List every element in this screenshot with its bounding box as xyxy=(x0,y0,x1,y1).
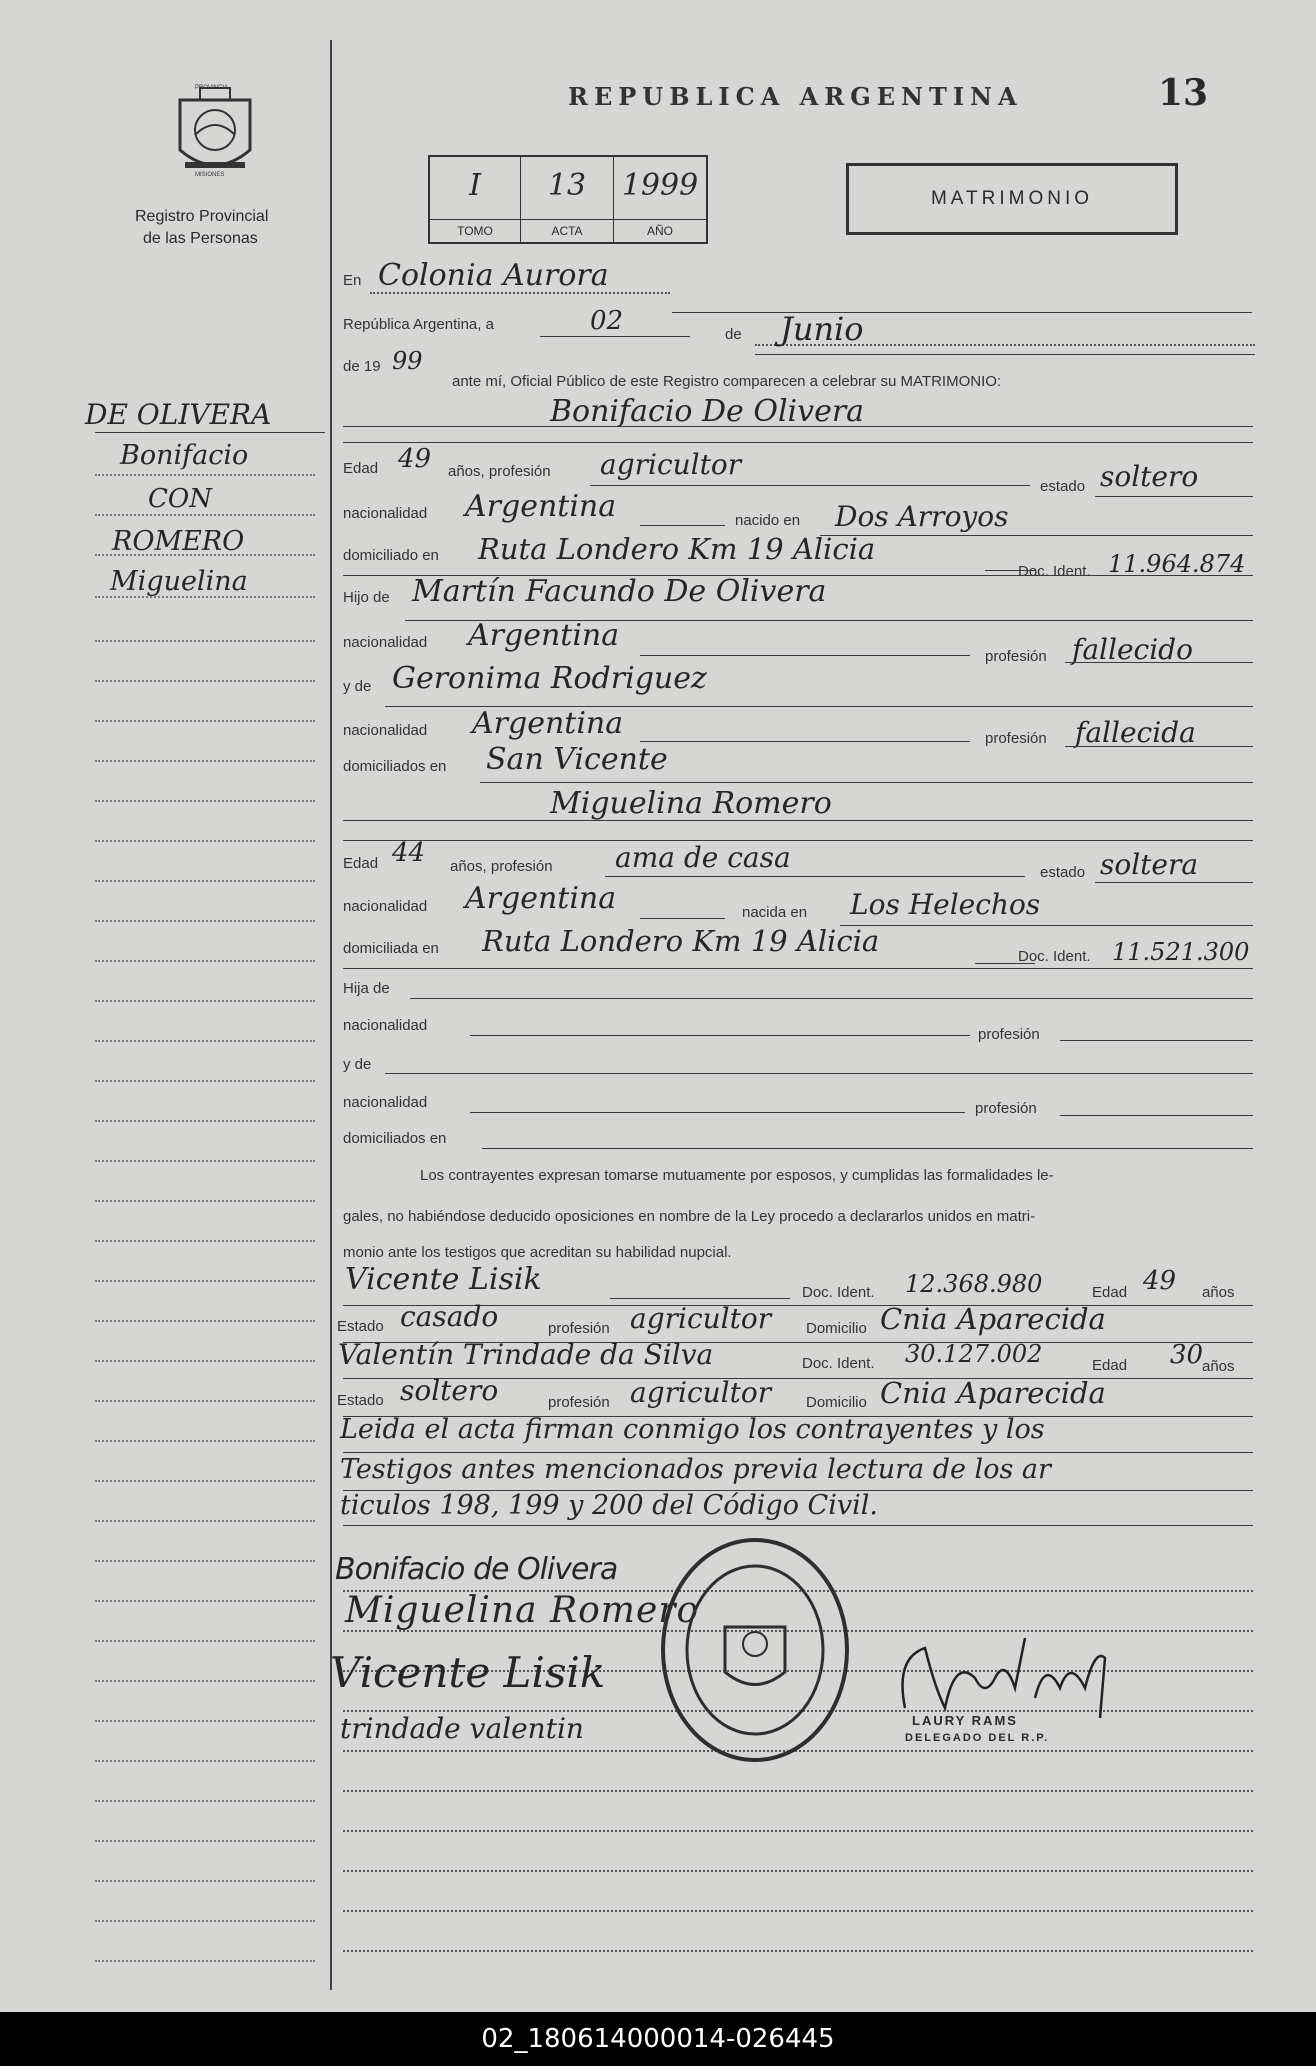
label-groom-nacionalidad: nacionalidad xyxy=(343,505,428,522)
margin-divider xyxy=(330,40,332,1990)
value-bride-nationality: Argentina xyxy=(465,881,617,916)
label-ante-mi: ante mí, Oficial Público de este Registro comparecen a celebrar su MATRIMONIO: xyxy=(452,373,1002,390)
anio-label: AÑO xyxy=(614,219,706,242)
value-witness1-profession: agricultor xyxy=(630,1302,772,1335)
label-mother-nacionalidad: nacionalidad xyxy=(343,722,428,739)
value-groom-address: Ruta Londero Km 19 Alicia xyxy=(478,532,876,566)
value-bride-address: Ruta Londero Km 19 Alicia xyxy=(482,924,880,958)
value-groom-birthplace: Dos Arroyos xyxy=(835,500,1009,533)
label-de-month: de xyxy=(725,326,742,343)
value-day: 02 xyxy=(590,306,624,336)
margin-bride-surname: ROMERO xyxy=(112,526,245,557)
value-groom-profession: agricultor xyxy=(600,448,742,481)
label-w1-domicilio: Domicilio xyxy=(806,1320,867,1337)
page-number: 13 xyxy=(1158,72,1209,114)
label-groom-edad: Edad xyxy=(343,460,379,477)
label-groom-estado: estado xyxy=(1040,478,1086,495)
margin-con: CON xyxy=(148,484,212,514)
label-y-de: y de xyxy=(343,678,372,695)
emblem-top-text: PROVINCIA xyxy=(195,85,229,91)
label-bride-nacida-en: nacida en xyxy=(742,904,808,921)
margin-groom-firstname: Bonifacio xyxy=(120,440,249,471)
value-groom-mother-prof: fallecida xyxy=(1075,716,1196,749)
margin-groom-surname: DE OLIVERA xyxy=(85,398,272,431)
record-box xyxy=(428,155,708,244)
emblem-bottom-text: MISIONES xyxy=(195,172,225,178)
label-w2-profesion: profesión xyxy=(548,1394,610,1411)
label-hijo-de: Hijo de xyxy=(343,589,390,606)
label-parents-domiciliados-en: domiciliados en xyxy=(343,758,447,775)
label-w2-domicilio: Domicilio xyxy=(806,1394,867,1411)
label-republica: República Argentina, a xyxy=(343,316,494,333)
label-bride-estado: estado xyxy=(1040,864,1086,881)
registry-name-line2: de las Personas xyxy=(143,230,258,247)
label-bride-domiciliada-en: domiciliada en xyxy=(343,940,439,957)
margin-bride-firstname: Miguelina xyxy=(110,566,248,597)
value-month: Junio xyxy=(780,310,864,348)
label-bride-edad: Edad xyxy=(343,855,379,872)
value-groom-mother: Geronima Rodriguez xyxy=(392,661,707,696)
label-father-profesion: profesión xyxy=(985,648,1047,665)
signature-groom: Bonifacio de Olivera xyxy=(335,1552,618,1587)
paragraph-line1: Los contrayentes expresan tomarse mutuamente por esposos, y cumplidas las formalidades le- xyxy=(420,1167,1054,1184)
official-title: DELEGADO DEL R.P. xyxy=(905,1732,1050,1744)
label-bride-anos-profesion: años, profesión xyxy=(450,858,553,875)
value-witness2-status: soltero xyxy=(400,1374,499,1407)
signature-witness1: Vicente Lisik xyxy=(330,1648,606,1697)
tomo-label: TOMO xyxy=(430,219,520,242)
label-w2-estado: Estado xyxy=(337,1392,384,1409)
acta-value: 13 xyxy=(547,168,587,203)
label-w1-edad: Edad xyxy=(1092,1284,1128,1301)
registry-name-line1: Registro Provincial xyxy=(135,208,269,225)
value-bride-doc: 11.521.300 xyxy=(1112,938,1250,966)
value-witness2-age: 30 xyxy=(1170,1340,1204,1370)
value-groom-status: soltero xyxy=(1100,460,1199,493)
label-w2-anos: años xyxy=(1202,1358,1235,1375)
country-title: REPUBLICA ARGENTINA xyxy=(568,82,1023,111)
label-bride-father-profesion: profesión xyxy=(978,1026,1040,1043)
label-father-nacionalidad: nacionalidad xyxy=(343,634,428,651)
signature-witness2: trindade valentin xyxy=(340,1712,584,1745)
value-witness1-status: casado xyxy=(400,1300,499,1333)
value-groom-father-prof: fallecido xyxy=(1072,633,1193,666)
act-type-box xyxy=(846,163,1178,235)
value-witness2-doc: 30.127.002 xyxy=(905,1340,1043,1368)
label-bride-father-nacionalidad: nacionalidad xyxy=(343,1017,428,1034)
value-groom-name: Bonifacio De Olivera xyxy=(550,394,865,429)
value-groom-father: Martín Facundo De Olivera xyxy=(412,574,827,609)
label-en: En xyxy=(343,272,362,289)
label-w1-profesion: profesión xyxy=(548,1320,610,1337)
value-bride-birthplace: Los Helechos xyxy=(850,888,1041,921)
official-seal-icon xyxy=(655,1532,855,1772)
label-groom-doc-ident: Doc. Ident. xyxy=(1018,563,1091,580)
value-groom-parents-address: San Vicente xyxy=(486,742,668,777)
act-type-label: MATRIMONIO xyxy=(930,188,1094,209)
official-signature-icon xyxy=(885,1618,1125,1728)
label-w2-doc-ident: Doc. Ident. xyxy=(802,1355,875,1372)
notes-line3: ticulos 198, 199 y 200 del Código Civil. xyxy=(340,1490,878,1521)
notes-line1: Leida el acta firman conmigo los contrayentes y los xyxy=(340,1414,1045,1445)
value-bride-age: 44 xyxy=(392,838,426,868)
value-groom-age: 49 xyxy=(398,444,432,474)
label-w1-anos: años xyxy=(1202,1284,1235,1301)
notes-line2: Testigos antes mencionados previa lectura de los ar xyxy=(340,1454,1051,1485)
anio-value: 1999 xyxy=(621,168,699,203)
value-witness2-profession: agricultor xyxy=(630,1376,772,1409)
label-groom-nacido-en: nacido en xyxy=(735,512,801,529)
value-witness2-name: Valentín Trindade da Silva xyxy=(338,1338,714,1371)
value-witness1-name: Vicente Lisik xyxy=(345,1262,542,1297)
tomo-value: I xyxy=(469,168,481,203)
value-groom-mother-nat: Argentina xyxy=(472,706,624,741)
file-id-footer: 02_180614000014-026445 xyxy=(0,2012,1316,2066)
label-bride-nacionalidad: nacionalidad xyxy=(343,898,428,915)
value-year-suffix: 99 xyxy=(392,347,423,375)
acta-label: ACTA xyxy=(521,219,613,242)
value-bride-status: soltera xyxy=(1100,848,1199,881)
value-groom-doc: 11.964.874 xyxy=(1108,550,1246,578)
value-place: Colonia Aurora xyxy=(378,258,609,293)
label-w1-doc-ident: Doc. Ident. xyxy=(802,1284,875,1301)
signature-bride: Miguelina Romero xyxy=(345,1590,700,1631)
label-groom-anos-profesion: años, profesión xyxy=(448,463,551,480)
label-w1-estado: Estado xyxy=(337,1318,384,1335)
label-hija-de: Hija de xyxy=(343,980,390,997)
value-bride-profession: ama de casa xyxy=(615,841,791,874)
value-witness1-age: 49 xyxy=(1143,1266,1177,1296)
label-de19: de 19 xyxy=(343,358,381,375)
label-bride-parents-domiciliados-en: domiciliados en xyxy=(343,1130,447,1147)
paragraph-line2: gales, no habiéndose deducido oposiciones en nombre de la Ley procedo a declararlos unidos en matri- xyxy=(343,1208,1036,1225)
official-name: LAURY RAMS xyxy=(912,1713,1018,1728)
label-w2-edad: Edad xyxy=(1092,1357,1128,1374)
value-bride-name: Miguelina Romero xyxy=(550,786,832,821)
value-witness1-address: Cnia Aparecida xyxy=(880,1302,1106,1336)
value-witness2-address: Cnia Aparecida xyxy=(880,1376,1106,1410)
label-bride-mother-profesion: profesión xyxy=(975,1100,1037,1117)
paragraph-line3: monio ante los testigos que acreditan su habilidad nupcial. xyxy=(343,1244,732,1261)
value-groom-father-nat: Argentina xyxy=(468,618,620,653)
label-bride-doc-ident: Doc. Ident. xyxy=(1018,948,1091,965)
value-witness1-doc: 12.368.980 xyxy=(905,1270,1043,1298)
label-bride-y-de: y de xyxy=(343,1056,372,1073)
value-groom-nationality: Argentina xyxy=(465,489,617,524)
label-bride-mother-nacionalidad: nacionalidad xyxy=(343,1094,428,1111)
label-groom-domiciliado-en: domiciliado en xyxy=(343,547,439,564)
label-mother-profesion: profesión xyxy=(985,730,1047,747)
